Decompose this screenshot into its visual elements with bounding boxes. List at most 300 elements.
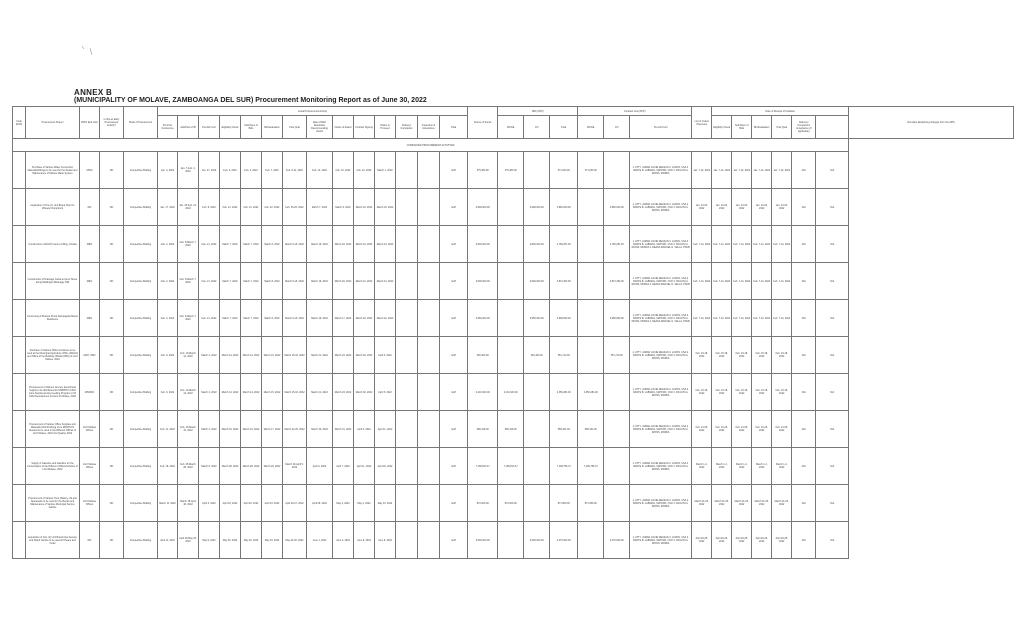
cell-abc-mooe	[498, 189, 524, 226]
cell-abc-total: 2,800,000.00	[468, 226, 498, 263]
cell-prebid: March 2, 2022	[199, 337, 220, 374]
col-subopen: Sub/Open of Bids	[241, 116, 262, 139]
cell-adspost: Feb. 25-March 28, 2022	[178, 448, 199, 485]
cell-early: NO	[100, 189, 124, 226]
cell-inspection	[418, 485, 440, 522]
cell-mode: Competitive Bidding	[124, 485, 158, 522]
col-r-preproc: Pre-bid Conf	[630, 116, 692, 139]
cell-project: Procurement of Various Office Supplies and Materials (IAS Rushing) to be DPW/NYS Cleared to be used in the Different Offices of LGU Molave, 2022 2nd Quarter 2022	[26, 411, 80, 448]
cell-elig: March 16, 2022	[220, 411, 241, 448]
cell-abc-co: 4,999,000.00	[524, 189, 550, 226]
cell-cc-mooe	[578, 189, 604, 226]
cell-abc-mooe: 2,416,943.00	[498, 374, 524, 411]
cell-cc-co: 351,710.00	[604, 337, 630, 374]
cell-observers: 1. ATTY. JAMAD LOUIE DEASAN 4. LUZON, CSA 2. DANTE B. LABIANG, MATFDN, CSO 3. PAULITA A. IRONS, MORFA	[630, 152, 692, 189]
cell-prebid: Feb. 9, 2022	[199, 189, 220, 226]
cell-cc-total: 3,872,452.00	[550, 263, 578, 300]
cell-ntp: June 8, 2022	[375, 522, 396, 559]
cell-remarks: N/A	[816, 374, 849, 411]
cell-r-bideval: Feb. 7-14, 2022	[752, 226, 772, 263]
cell-bideval: Feb. 22, 2022	[262, 189, 283, 226]
cell-remarks: N/A	[816, 522, 849, 559]
cell-signing: May 4, 2022	[354, 485, 375, 522]
cell-code	[13, 189, 26, 226]
cell-cc-mooe	[578, 337, 604, 374]
cell-source: GoP	[440, 152, 468, 189]
col-r-elig: Eligibility Check	[712, 116, 732, 139]
cell-inspection	[418, 189, 440, 226]
cell-cc-mooe	[578, 300, 604, 337]
cell-prebid: March 2, 2022	[199, 374, 220, 411]
cell-abc-total: 375,480.00	[468, 152, 498, 189]
cell-r-preproc: April 20-25, 2022	[692, 522, 712, 559]
cell-r-subopen: April 20-25, 2022	[732, 522, 752, 559]
cell-project: Procurement of Various Tires, Battery, Oil and Spareparts to be used for the Repair and Maintenance of Various Municipal Service Vehicle	[26, 485, 80, 522]
cell-preproc: March 11, 2022	[158, 485, 178, 522]
cell-ntp: March 21, 2022	[375, 263, 396, 300]
cell-remarks: N/A	[816, 263, 849, 300]
cell-r-subopen: Feb. 7-14, 2022	[732, 226, 752, 263]
cell-observers: 1. ATTY. JAMAD LOUIE DEASAN 4. LUZON, CSA 2. DANTE B. LABIANG, MATFDN, CSO 3. PAULITA A. IRONS, MORFA 4. DEASA MANUEL N. VELLA, PSCB	[630, 226, 692, 263]
cell-observers: 1. ATTY. JAMAD LOUIE DEASAN 4. LUZON, CSA 2. DANTE B. LABIANG, MATFDN, CSO 3. PAULITA A. IRONS, MORFA	[630, 189, 692, 226]
cell-project: Purchase of Various Water Connection Materials/Fittings to be used for the Repair and Maintenance of Molave Water System	[26, 152, 80, 189]
cell-noa: Feb. 16, 2022	[333, 152, 354, 189]
cell-r-subopen: Feb. 15-18, 2022	[732, 337, 752, 374]
cell-elig: March 14, 2022	[220, 374, 241, 411]
cell-postqual: March 29-April 5, 2022	[283, 448, 307, 485]
cell-abc-total: 4,999,000.00	[468, 189, 498, 226]
cell-pmo: MO	[80, 189, 100, 226]
cell-cc-co	[604, 485, 630, 522]
cell-subopen: March 28, 2022	[241, 448, 262, 485]
cell-abc-total: 362,400.00	[468, 337, 498, 374]
cell-ntp: March 22, 2022	[375, 300, 396, 337]
cell-r-subopen: Feb. 15-18, 2022	[732, 374, 752, 411]
cell-r-bideval: Feb. 7-14, 2022	[752, 263, 772, 300]
col-postqual: Post Qual	[283, 116, 307, 139]
cell-cc-total: 658,431.00	[550, 411, 578, 448]
cell-abc-mooe: 375,480.00	[498, 152, 524, 189]
cell-abc-co	[524, 152, 550, 189]
cell-ntp: April 5, 2022	[375, 374, 396, 411]
col-cc-co: CO	[604, 116, 630, 139]
cell-boares: June 1, 2022	[307, 522, 333, 559]
cell-r-elig: March 1-4, 2022	[712, 448, 732, 485]
cell-preproc: Jan. 17, 2022	[158, 189, 178, 226]
cell-r-subopen: Jan. 7-12, 2022	[732, 152, 752, 189]
cell-elig: March 7, 2022	[220, 300, 241, 337]
cell-abc-co	[524, 374, 550, 411]
cell-abc-mooe: 872,000.00	[498, 485, 524, 522]
cell-mode: Competitive Bidding	[124, 522, 158, 559]
cell-cc-mooe	[578, 263, 604, 300]
cell-elig: April 18, 2022	[220, 485, 241, 522]
cell-delivery	[396, 152, 418, 189]
cell-observers: 1. ATTY. JAMAD LOUIE DEASAN 4. LUZON, CSA 2. DANTE B. LABIANG, MATFDN, CSO 3. PAULITA A. IRONS, MORFA	[630, 411, 692, 448]
col-mode: Mode of Procurement	[124, 107, 158, 139]
cell-abc-mooe: 7,168,813.47	[498, 448, 524, 485]
cell-abc-mooe	[498, 226, 524, 263]
col-boares: Date of BAC Resolution Recommending Award	[307, 116, 333, 139]
cell-boares: Feb. 14, 2022	[307, 152, 333, 189]
cell-abc-mooe: 665,128.00	[498, 411, 524, 448]
cell-adspost: Feb. 8-March 7, 2022	[178, 226, 199, 263]
cell-adspost: Feb. 10-March 14, 2022	[178, 374, 199, 411]
cell-source: GoP	[440, 189, 468, 226]
cell-r-delivery: N/A	[792, 226, 816, 263]
cell-preproc: Feb. 2, 2022	[158, 226, 178, 263]
cell-cc-total: 2,470,000.00	[550, 522, 578, 559]
cell-postqual: March 22-29, 2022	[283, 411, 307, 448]
col-prebid: Pre-bid Conf	[199, 116, 220, 139]
cell-r-bideval: March 1-4, 2022	[752, 448, 772, 485]
scan-mark-icon	[80, 44, 96, 58]
cell-source: GoP	[440, 300, 468, 337]
cell-r-bideval: Feb. 7-14, 2022	[752, 300, 772, 337]
cell-r-elig: Feb. 15-18, 2022	[712, 374, 732, 411]
col-noa: Notice of Award	[333, 116, 354, 139]
cell-ntp: March 24, 2022	[375, 226, 396, 263]
cell-project: Concreting of Road at Purok Sampaguita Mayor Residence	[26, 300, 80, 337]
cell-early: NO	[100, 522, 124, 559]
cell-noa: June 3, 2022	[333, 522, 354, 559]
cell-ntp: March 16, 2022	[375, 189, 396, 226]
cell-project: Procurement of Various Grocery Items/Food Supply to be distributed for MSWDO's Child Care Supplementary Feeding Program in 62 Child Development Centers of Molave, 2022	[26, 374, 80, 411]
cell-cc-mooe	[578, 226, 604, 263]
cell-r-preproc: March 21-25, 2022	[692, 485, 712, 522]
cell-r-preproc: Feb. 15-18, 2022	[692, 374, 712, 411]
cell-r-postqual: March 1-4, 2022	[772, 448, 792, 485]
cell-r-bideval: March 21-25, 2022	[752, 485, 772, 522]
cell-project: Construction of Drainage Canal at Kenci Street along Maldingan Barangay Hall	[26, 263, 80, 300]
section-row	[13, 139, 1014, 152]
cell-mode: Competitive Bidding	[124, 337, 158, 374]
cell-source: GoP	[440, 263, 468, 300]
cell-r-postqual: Jan. 24-26, 2022	[772, 189, 792, 226]
cell-r-preproc: Feb. 7-14, 2022	[692, 226, 712, 263]
cell-abc-co: 3,900,000.00	[524, 263, 550, 300]
cell-observers: 1. ATTY. JAMAD LOUIE DEASAN 4. LUZON, CSA 2. DANTE B. LABIANG, MATFDN, CSO 3. PAULITA A. IRONS, MORFA	[630, 448, 692, 485]
cell-r-delivery: N/A	[792, 374, 816, 411]
cell-remarks: N/A	[816, 485, 849, 522]
cell-source: GoP	[440, 522, 468, 559]
cell-r-subopen: March 1-4, 2022	[732, 448, 752, 485]
cell-cc-total: 871,650.00	[550, 485, 578, 522]
cell-project: Supply of Gasoline and Gasoline for the Consumption of the Different Offices/Vehicles of LGU Molave, 2022	[26, 448, 80, 485]
cell-preproc: Feb. 2, 2022	[158, 263, 178, 300]
cell-cc-total: 371,630.00	[550, 152, 578, 189]
cell-elig: March 28, 2022	[220, 448, 241, 485]
col-abc-co: CO	[524, 116, 550, 139]
cell-early: NO	[100, 263, 124, 300]
cell-cc-co: 2,769,251.25	[604, 226, 630, 263]
cell-preproc: Feb. 9, 2022	[158, 337, 178, 374]
table-row	[13, 189, 1014, 226]
cell-cc-mooe: 7,108,758.72	[578, 448, 604, 485]
annex-label: ANNEX B	[74, 88, 113, 97]
cell-r-elig: Jan. 24-26, 2022	[712, 189, 732, 226]
cell-project: Acquisition of One (1) Unit Brand New 10-Wheeler Dumptruck	[26, 189, 80, 226]
col-delivery: Delivery/ Completion	[396, 116, 418, 139]
cell-bideval: March 8, 2022	[262, 226, 283, 263]
cell-subopen: Feb. 4, 2022	[241, 152, 262, 189]
cell-subopen: March 7, 2022	[241, 300, 262, 337]
cell-early: NO	[100, 152, 124, 189]
cell-r-bideval: Feb. 21-25, 2022	[752, 411, 772, 448]
cell-cc-co	[604, 448, 630, 485]
cell-abc-co: 3,950,000.00	[524, 300, 550, 337]
col-cc-mooe: MOOE	[578, 116, 604, 139]
cell-bideval: March 29, 2022	[262, 448, 283, 485]
cell-r-delivery: N/A	[792, 300, 816, 337]
cell-adspost: Feb. 8-March 7, 2022	[178, 263, 199, 300]
cell-cc-co	[604, 152, 630, 189]
cell-r-elig: Jan. 7-12, 2022	[712, 152, 732, 189]
cell-bideval: April 19, 2022	[262, 485, 283, 522]
cell-early: NO	[100, 485, 124, 522]
cell-observers: 1. ATTY. JAMAD LOUIE DEASAN 4. LUZON, CSA 2. DANTE B. LABIANG, MATFDN, CSO 3. PAULITA A. IRONS, MORFA	[630, 485, 692, 522]
cell-cc-mooe: 2,356,284.00	[578, 374, 604, 411]
cell-adspost: Feb. 8-March 7, 2022	[178, 300, 199, 337]
cell-delivery	[396, 337, 418, 374]
cell-r-subopen: Jan. 24-26, 2022	[732, 189, 752, 226]
cell-abc-total: 2,416,943.00	[468, 374, 498, 411]
table-row	[13, 374, 1014, 411]
col-observers: List of Invited Observers	[692, 107, 712, 139]
cell-observers: 1. ATTY. JAMAD LOUIE DEASAN 4. LUZON, CSA 2. DANTE B. LABIANG, MATFDN, CSO 3. PAULITA A. IRONS, MORFA	[630, 374, 692, 411]
cell-cc-total: 2,356,284.00	[550, 374, 578, 411]
cell-postqual: March 15-18, 2022	[283, 337, 307, 374]
cell-abc-mooe	[498, 300, 524, 337]
cell-delivery	[396, 226, 418, 263]
cell-mode: Competitive Bidding	[124, 411, 158, 448]
cell-r-subopen: Feb. 7-14, 2022	[732, 300, 752, 337]
cell-signing: March 30, 2022	[354, 337, 375, 374]
cell-bideval: March 15, 2022	[262, 337, 283, 374]
cell-delivery	[396, 485, 418, 522]
cell-early: NO	[100, 226, 124, 263]
cell-code	[13, 485, 26, 522]
cell-r-elig: Feb. 7-14, 2022	[712, 226, 732, 263]
cell-early: NO	[100, 411, 124, 448]
cell-pmo: MEO	[80, 300, 100, 337]
group-activity: Actual Procurement Activity	[158, 107, 468, 116]
cell-subopen: Feb. 21, 2022	[241, 189, 262, 226]
cell-pmo: LGU Molave Offices	[80, 411, 100, 448]
cell-signing: Feb. 22, 2022	[354, 152, 375, 189]
cell-noa: March 18, 2022	[333, 263, 354, 300]
cell-code	[13, 226, 26, 263]
cell-cc-mooe	[578, 522, 604, 559]
cell-observers: 1. ATTY. JAMAD LOUIE DEASAN 4. LUZON, CSA 2. DANTE B. LABIANG, MATFDN, CSO 3. PAULITA A. IRONS, MORFA 4. DEASA MANUEL N. VELLA, PSCB	[630, 263, 692, 300]
cell-early: NO	[100, 337, 124, 374]
table-row	[13, 448, 1014, 485]
cell-cc-total: 4,860,000.00	[550, 189, 578, 226]
cell-mode: Competitive Bidding	[124, 189, 158, 226]
cell-r-subopen: Feb. 7-14, 2022	[732, 263, 752, 300]
cell-preproc: Feb. 18, 2022	[158, 448, 178, 485]
cell-delivery	[396, 411, 418, 448]
cell-abc-mooe	[498, 263, 524, 300]
cell-abc-total: 3,900,000.00	[468, 263, 498, 300]
cell-abc-co: 2,500,000.00	[524, 522, 550, 559]
table-row	[13, 300, 1014, 337]
cell-boares: March 21, 2022	[307, 337, 333, 374]
cell-abc-total: 665,128.00	[468, 411, 498, 448]
cell-code	[13, 152, 26, 189]
cell-preproc: Feb. 2, 2022	[158, 300, 178, 337]
cell-bideval: Feb. 7, 2022	[262, 152, 283, 189]
cell-signing: June 8, 2022	[354, 522, 375, 559]
cell-r-bideval: Feb. 15-18, 2022	[752, 374, 772, 411]
cell-prebid: Feb. 21, 2022	[199, 300, 220, 337]
cell-inspection	[418, 374, 440, 411]
cell-adspost: Jan. 25-Feb. 21, 2022	[178, 189, 199, 226]
col-r-bideval: Bid Evaluation	[752, 116, 772, 139]
cell-elig: March 7, 2022	[220, 263, 241, 300]
cell-noa: March 9, 2022	[333, 189, 354, 226]
cell-project: Purchase of Various Office Furnitures to be used at the Municipal Agriculture Office (MAGO) and Office of the Building Official (OBO) of LGU Molave, 2022	[26, 337, 80, 374]
cell-subopen: March 14, 2022	[241, 374, 262, 411]
cell-bideval: March 8, 2022	[262, 263, 283, 300]
cell-abc-co: 362,400.00	[524, 337, 550, 374]
cell-r-postqual: Feb. 15-18, 2022	[772, 337, 792, 374]
cell-boares: April 6, 2022	[307, 448, 333, 485]
cell-ntp: April 5, 2022	[375, 337, 396, 374]
cell-elig: Feb. 4, 2022	[220, 152, 241, 189]
col-r-postqual: Post Qual	[772, 116, 792, 139]
cell-pmo: MWS	[80, 152, 100, 189]
cell-cc-co: 2,470,000.00	[604, 522, 630, 559]
cell-adspost: April 18-May 20, 2022	[178, 522, 199, 559]
cell-elig: March 7, 2022	[220, 226, 241, 263]
cell-boares: April 28, 2022	[307, 485, 333, 522]
cell-project: Acquisition of One (1) Unit Brand New Service and Patrol Vehicle to be used for Peace and Order	[26, 522, 80, 559]
cell-prebid: May 9, 2022	[199, 522, 220, 559]
cell-code	[13, 300, 26, 337]
cell-source: GoP	[440, 448, 468, 485]
cell-r-delivery: N/A	[792, 337, 816, 374]
cell-r-preproc: March 1-4, 2022	[692, 448, 712, 485]
cell-noa: March 23, 2022	[333, 374, 354, 411]
cell-noa: May 2, 2022	[333, 485, 354, 522]
cell-postqual: March 15-18, 2022	[283, 374, 307, 411]
cell-observers: 1. ATTY. JAMAD LOUIE DEASAN 4. LUZON, CSA 2. DANTE B. LABIANG, MATFDN, CSO 3. PAULITA A. IRONS, MORFA	[630, 337, 692, 374]
cell-observers: 1. ATTY. JAMAD LOUIE DEASAN 4. LUZON, CSA 2. DANTE B. LABIANG, MATFDN, CSO 3. PAULITA A. IRONS, MORFA	[630, 522, 692, 559]
cell-cc-co: 3,948,660.00	[604, 300, 630, 337]
cell-r-preproc: Jan. 24-26, 2022	[692, 189, 712, 226]
cell-code	[13, 374, 26, 411]
cell-mode: Competitive Bidding	[124, 448, 158, 485]
cell-r-postqual: Feb. 21-25, 2022	[772, 411, 792, 448]
cell-early: NO	[100, 448, 124, 485]
cell-boares: March 7, 2022	[307, 189, 333, 226]
cell-noa: March 23, 2022	[333, 337, 354, 374]
table-row	[13, 226, 1014, 263]
cell-source: GoP	[440, 337, 468, 374]
cell-signing: April 5, 2022	[354, 411, 375, 448]
header-group-row	[13, 107, 1014, 116]
cell-inspection	[418, 411, 440, 448]
col-abc-mooe: MOOE	[498, 116, 524, 139]
cell-cc-mooe: 658,431.00	[578, 411, 604, 448]
cell-code	[13, 263, 26, 300]
cell-r-preproc: Feb. 21-25, 2022	[692, 411, 712, 448]
cell-delivery	[396, 189, 418, 226]
cell-r-delivery: N/A	[792, 152, 816, 189]
group-contract: Contract Cost (PhP)	[578, 107, 692, 116]
cell-boares: March 16, 2022	[307, 263, 333, 300]
cell-elig: May 20, 2022	[220, 522, 241, 559]
cell-r-preproc: Feb. 15-18, 2022	[692, 337, 712, 374]
cell-bideval: March 15, 2022	[262, 374, 283, 411]
cell-noa: March 31, 2022	[333, 411, 354, 448]
cell-remarks: N/A	[816, 448, 849, 485]
cell-r-elig: April 20-25, 2022	[712, 522, 732, 559]
cell-subopen: March 16, 2022	[241, 411, 262, 448]
cell-code	[13, 522, 26, 559]
cell-pmo: MAO, OBO	[80, 337, 100, 374]
cell-r-postqual: Feb. 7-14, 2022	[772, 300, 792, 337]
table-row	[13, 152, 1014, 189]
cell-r-delivery: N/A	[792, 485, 816, 522]
cell-postqual: March 9-15, 2022	[283, 300, 307, 337]
col-source: Source of Funds	[468, 107, 498, 139]
cell-postqual: March 9-15, 2022	[283, 226, 307, 263]
cell-delivery	[396, 522, 418, 559]
cell-cc-co: 3,872,452.00	[604, 263, 630, 300]
cell-r-preproc: Jan. 7-12, 2022	[692, 152, 712, 189]
cell-preproc: Jan. 3, 2022	[158, 152, 178, 189]
cell-cc-total: 351,710.00	[550, 337, 578, 374]
col-preproc: Pre-Proc Conference	[158, 116, 178, 139]
cell-cc-total: 3,948,660.00	[550, 300, 578, 337]
cell-abc-total: 3,950,000.00	[468, 300, 498, 337]
cell-observers: 1. ATTY. JAMAD LOUIE DEASAN 4. LUZON, CSA 2. DANTE B. LABIANG, MATFDN, CSO 3. PAULITA A. IRONS, MORFA 4. DEASA MANUEL N. VELLA, PSCB	[630, 300, 692, 337]
table-row	[13, 522, 1014, 559]
col-remarks: Remarks (Explaining changes from the APP)	[849, 107, 1014, 139]
cell-mode: Competitive Bidding	[124, 152, 158, 189]
cell-boares: March 30, 2022	[307, 411, 333, 448]
cell-r-delivery: N/A	[792, 263, 816, 300]
cell-source: GoP	[440, 485, 468, 522]
cell-remarks: N/A	[816, 337, 849, 374]
cell-cc-mooe: 371,630.00	[578, 152, 604, 189]
cell-postqual: Feb. 8-11, 2022	[283, 152, 307, 189]
cell-abc-total: 7,168,813.47	[468, 448, 498, 485]
cell-adspost: Feb. 16-March 16, 2022	[178, 411, 199, 448]
cell-inspection	[418, 226, 440, 263]
col-cc-total: Total	[550, 116, 578, 139]
col-ntp: Notice to Proceed	[375, 116, 396, 139]
cell-cc-total: 7,108,758.72	[550, 448, 578, 485]
cell-mode: Competitive Bidding	[124, 300, 158, 337]
cell-prebid: March 8, 2022	[199, 448, 220, 485]
cell-r-preproc: Feb. 7-14, 2022	[692, 300, 712, 337]
cell-preproc: Feb. 9, 2022	[158, 374, 178, 411]
cell-r-postqual: Feb. 7-14, 2022	[772, 226, 792, 263]
cell-bideval: March 8, 2022	[262, 300, 283, 337]
cell-mode: Competitive Bidding	[124, 374, 158, 411]
cell-postqual: April 20-27, 2022	[283, 485, 307, 522]
report-title: (MUNICIPALITY OF MOLAVE, ZAMBOANGA DEL SUR) Procurement Monitoring Report as of June 30, 2022	[74, 97, 427, 104]
col-signing: Contract Signing	[354, 116, 375, 139]
cell-inspection	[418, 522, 440, 559]
table-row	[13, 337, 1014, 374]
cell-inspection	[418, 337, 440, 374]
cell-remarks: N/A	[816, 189, 849, 226]
cell-r-bideval: Feb. 15-18, 2022	[752, 337, 772, 374]
